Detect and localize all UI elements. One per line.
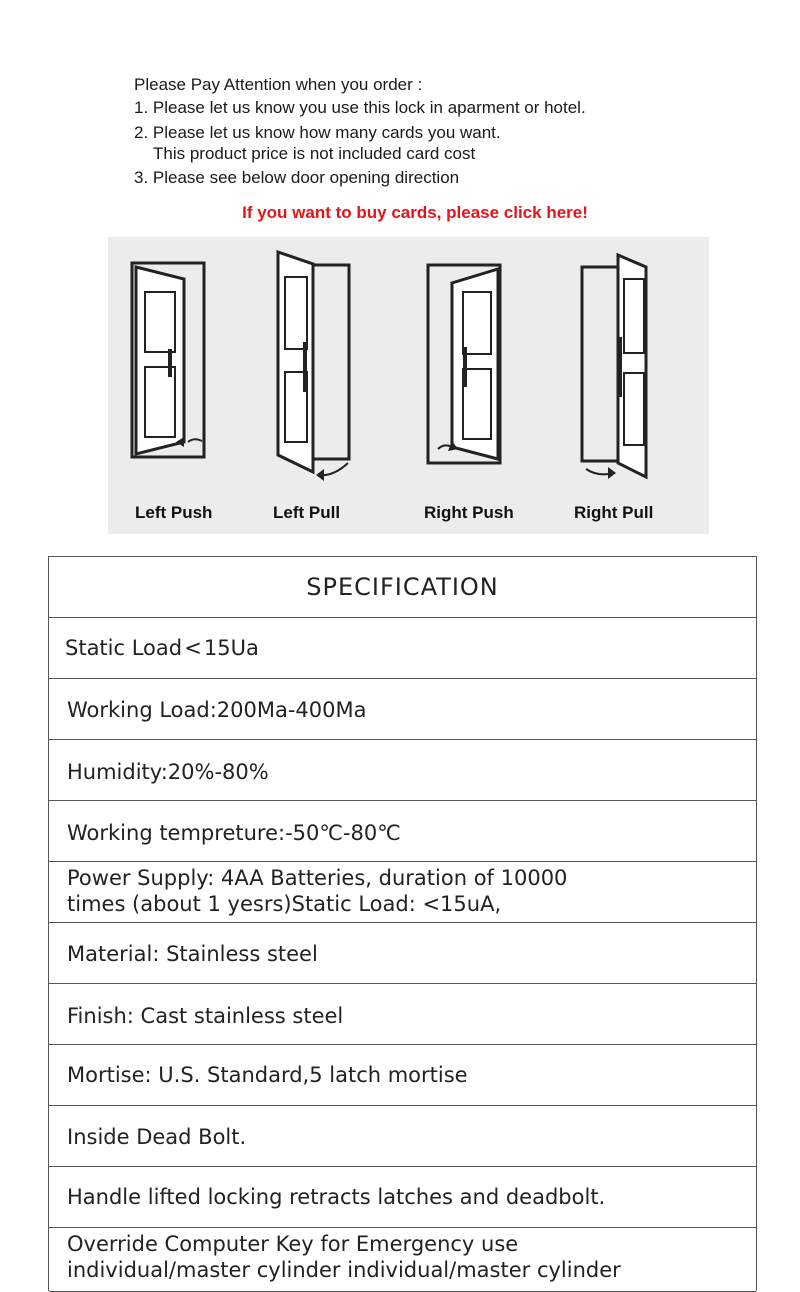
spec-row-finish xyxy=(49,984,756,1045)
spec-text: Power Supply: 4AA Batteries, duration of 10000 xyxy=(67,866,568,890)
spec-row-humidity xyxy=(49,740,756,801)
right-push-door xyxy=(428,265,500,463)
note-item-3: 3. Please see below door opening direction xyxy=(134,168,460,187)
spec-row-override-key xyxy=(49,1228,756,1292)
spec-row-handle xyxy=(49,1167,756,1228)
label-right-push: Right Push xyxy=(424,503,514,522)
left-push-door xyxy=(132,263,204,457)
spec-text: Static Load < 15Ua xyxy=(65,636,259,660)
door-direction-diagram xyxy=(108,237,709,534)
spec-row-mortise xyxy=(49,1045,756,1106)
notes-heading: Please Pay Attention when you order : xyxy=(134,75,423,94)
spec-text: Working tempreture:-50℃-80℃ xyxy=(67,821,401,845)
note-item-2-detail: This product price is not included card cost xyxy=(153,144,476,163)
note-item-1: 1. Please let us know you use this lock in aparment or hotel. xyxy=(134,98,586,117)
spec-text: Material: Stainless steel xyxy=(67,942,318,966)
label-left-pull: Left Pull xyxy=(273,503,341,522)
spec-text: individual/master cylinder individual/master cylinder xyxy=(67,1258,621,1282)
label-left-push: Left Push xyxy=(135,503,213,522)
spec-row-power-supply xyxy=(49,862,756,923)
spec-text: Mortise: U.S. Standard,5 latch mortise xyxy=(67,1063,468,1087)
buy-cards-link[interactable]: If you want to buy cards, please click here! xyxy=(242,203,588,222)
label-right-pull: Right Pull xyxy=(574,503,654,522)
spec-row-material xyxy=(49,923,756,984)
spec-row-temperature xyxy=(49,801,756,862)
specification-table xyxy=(48,556,757,1291)
spec-text: Working Load:200Ma-400Ma xyxy=(67,698,367,722)
spec-row-working-load xyxy=(49,679,756,740)
spec-title: SPECIFICATION xyxy=(49,557,756,618)
right-pull-door xyxy=(582,255,646,479)
spec-row-dead-bolt xyxy=(49,1106,756,1167)
spec-text: Humidity:20%-80% xyxy=(67,760,269,784)
door-illustrations xyxy=(108,237,709,534)
spec-row-static-load xyxy=(49,618,756,679)
spec-text: times (about 1 yesrs)Static Load: <15uA, xyxy=(67,892,502,916)
left-pull-door xyxy=(278,252,349,481)
spec-text: Inside Dead Bolt. xyxy=(67,1125,247,1149)
spec-text: Finish: Cast stainless steel xyxy=(67,1004,344,1028)
spec-text: Handle lifted locking retracts latches and deadbolt. xyxy=(67,1185,606,1209)
spec-text: Override Computer Key for Emergency use xyxy=(67,1232,519,1256)
note-item-2: 2. Please let us know how many cards you want. xyxy=(134,123,501,142)
